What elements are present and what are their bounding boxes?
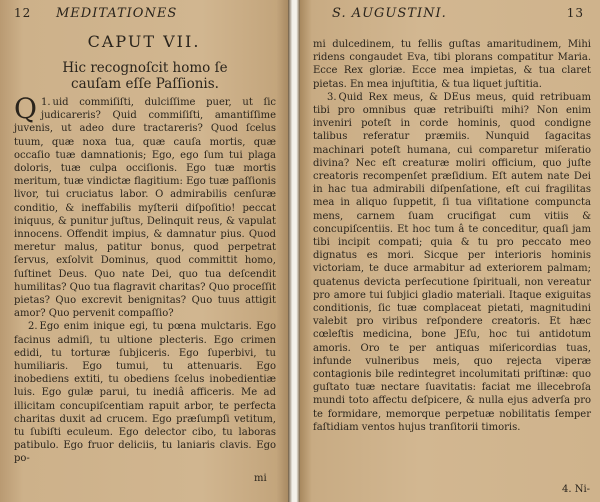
paragraph-number: 1.: [40, 97, 51, 108]
page-number: 13: [566, 6, 584, 20]
running-head: MEDITATIONES: [56, 6, 178, 21]
right-page: [300, 0, 600, 502]
page-number: 12: [14, 6, 32, 20]
paragraph-2: [14, 320, 276, 465]
paragraph-text: Ego enim inique egi, tu pœna mulctaris. Ego facinus admiſi, tu ultione plecteris. Ego crimen edidi, tu torturæ ſubjiceris. Ego ſuperbivi, tu humiliaris. Ego tumui, tu attenuaris. Ego inobediens extiti, tu obediens ſcelus inobedientiæ luis. Ego gulæ parui, tu inediâ afficeris. Me ad illicitam concupiſcentiam rapuit arbor, te perfecta charitas duxit ad crucem. Ego præſumpſi vetitum, tu ſubiſti eculeum. Ego delector cibo, tu laboras patibulo. Ego fruor deliciis, tu laniaris clavis. Ego po-: [14, 321, 276, 465]
right-page-header: [314, 6, 584, 24]
chapter-subtitle: Hic recognoſcit homo ſe cauſam eſſe Paſſionis.: [62, 60, 228, 92]
paragraph-3: [313, 91, 591, 434]
paragraph-text: mi dulcedinem, tu fellis guſtas amaritudinem, Mihi ridens congaudet Eva, tibi plorans compatitur Maria. Ecce Rex gloriæ. Ecce mea impietas, & tua claret pietas. En mea injuſtitia, & tua liquet juſtitia.: [313, 39, 591, 90]
paragraph-1: [14, 92, 276, 320]
left-page-header: [14, 6, 268, 24]
paragraph-number: 2.: [28, 321, 38, 333]
paragraph-continued: [313, 38, 591, 91]
paragraph-text: Quid Rex meus, & DEus meus, quid retribuam tibi pro omnibus quæ retribuiſti mihi? Non enim inveniri poteſt in corde hominis, quod condigne talibus referatur præmiis. Nunquid ſagacitas machinari poteſt humana, cui comparetur miſeratio divina? Nec eſt creaturæ moliri officium, quo juſte creatoris recompenſet præſidium. Eſt autem nate Dei in hac tua admirabili diſpenſatione, eſt cui fragilitas mea in aliquo ſuppetit, ſi tua viſitatione compuncta mens, carnem ſuam crucifigat cum vitiis & concupiſcentiis. Et hoc tum â te conceditur, quaſi jam tibi incipit compati; quia & tu pro peccato meo dignatus es mori. Sicque per interioris hominis victoriam, te duce armabitur ad exteriorem palmam; quatenus devicta perſecutione ſpirituali, non vereatur pro amore tui ſubjici gladio materiali. Itaque exiguitas conditionis, ſic tuæ complaceat pietati, magnitudini valebit pro viribus reſpondere creatoris. Et hæc cœleſtis medicina, bone JEſu, hoc tui antidotum amoris. Oro te per antiquas miſericordias tuas, infunde vulneribus meis, quo rejecta viperæ contagionis bile redintegret incolumitati priſtinæ: quo guſtato tuæ nectare ſuavitatis: faciat me illecebroſa mundi toto affectu deſpicere, & nulla ejus adverſa pro te formidare, memorque perpetuæ nobilitatis ſemper faſtidiam ventos hujus tranſitorii timoris.: [313, 91, 591, 433]
drop-cap: Q: [14, 92, 37, 125]
book-gutter: [288, 0, 300, 502]
catchword: mi: [254, 473, 267, 484]
left-page-text: [14, 92, 276, 466]
paragraph-number: 3.: [327, 91, 337, 103]
left-page: [0, 0, 288, 502]
right-page-text: [313, 38, 591, 434]
paragraph-text: uid commiſiſti, dulciſſime puer, ut ſic judicareris? Quid commiſiſti, amantiſſime juvenis, ut adeo dure tractareris? Quod ſcelus tuum, quæ noxa tua, quæ cauſa mortis, quæ occaſio tuæ damnationis; Ego, ego ſum tui plaga doloris, tuæ culpa occiſionis. Ego tuæ mortis meritum, tuæ vindictæ flagitium: Ego tuæ paſſionis livor, tui cruciatus labor. O admirabilis cenſuræ conditio, & ineffabilis myſterii diſpoſitio! peccat iniquus, & punitur juſtus, Delinquit reus, & vapulat innocens. Offendit impius, & damnatur pius. Quod meretur malus, patitur bonus, quod perpetrat ſervus, exſolvit Dominus, quod committit homo, ſuſtinet Deus. Quo nate Dei, quo tua deſcendit humilitas? Quo tua flagravit charitas? Quo proceſſit pietas? Quo excrevit benignitas? Quo tuus attigit amor? Quo pervenit compaſſio?: [14, 97, 276, 320]
catchword: 4. Ni-: [562, 484, 591, 495]
running-head: S. AUGUSTINI.: [332, 6, 447, 21]
chapter-title: CAPUT VII.: [87, 32, 201, 51]
